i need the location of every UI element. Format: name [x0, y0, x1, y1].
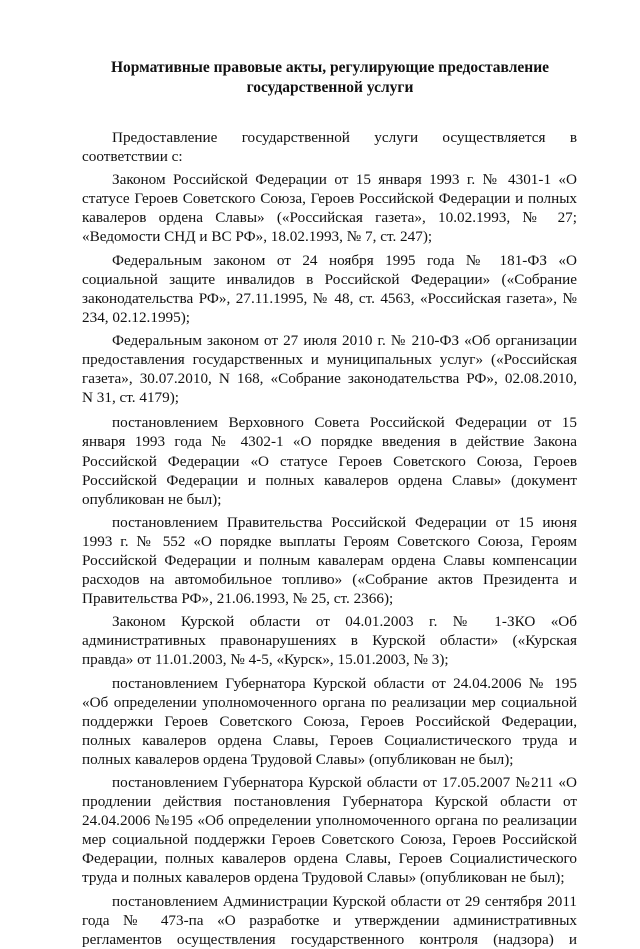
paragraph-line: труда и полных кавалеров ордена Трудовой Славы» (опубликован не был); — [82, 869, 565, 887]
paragraph-line: Федеральным законом от 27 июля 2010 г. № 210-ФЗ «Об организации — [112, 331, 577, 349]
paragraph-line: Правительства РФ», 21.06.1993, № 25, ст. 2366); — [82, 590, 394, 608]
paragraph — [82, 773, 577, 888]
paragraph-line: кавалеров ордена Славы» («Российская газета», 10.02.1993, № 27; — [82, 209, 577, 227]
paragraph-line: Законом Российской Федерации от 15 января 1993 г. № 4301-1 «О — [112, 171, 577, 189]
paragraph-line: полных кавалеров ордена Трудовой Славы» (опубликован не был); — [82, 750, 514, 768]
paragraph-line: правда» от 11.01.2003, № 4-5, «Курск», 15.01.2003, № 3); — [82, 651, 449, 669]
paragraph-line: опубликован не был); — [82, 490, 222, 508]
paragraph-line: Законом Курской области от 04.01.2003 г. № 1-ЗКО «Об — [112, 613, 577, 631]
paragraph — [82, 674, 577, 769]
paragraph-line: года № 473-па «О разработке и утверждении административных — [82, 911, 577, 929]
paragraph-line: Федерации, полных кавалеров ордена Славы, Героев Социалистического — [82, 850, 577, 868]
title-line: Нормативные правовые акты, регулирующие предоставление — [110, 59, 550, 76]
paragraph-line: N 31, ст. 4179); — [82, 389, 180, 407]
document-body — [82, 128, 577, 949]
paragraph-line: Российской Федерации и полных кавалеров ордена Славы» (документ — [82, 471, 577, 489]
paragraph-line: поддержки Героев Советского Союза, Героев Российской Федерации, — [82, 712, 577, 730]
paragraph-line: Федеральным законом от 24 ноября 1995 года № 181-ФЗ «О — [112, 251, 577, 269]
paragraph-line: предоставления государственных и муниципальных услуг» («Российская — [82, 351, 577, 369]
paragraph — [82, 331, 577, 407]
paragraph-line: постановлением Верховного Совета Российской Федерации от 15 — [112, 414, 577, 432]
paragraph-line: Предоставление государственной услуги осуществляется в — [112, 129, 577, 146]
paragraph-line: газета», 30.07.2010, N 168, «Собрание законодательства РФ», 02.08.2010, — [82, 370, 577, 388]
document-title — [60, 58, 600, 98]
paragraph-line: постановлением Губернатора Курской области от 17.05.2007 №211 «О — [112, 774, 577, 791]
paragraph-line: января 1993 года № 4302-1 «О порядке введения в действие Закона — [82, 433, 577, 451]
paragraph — [82, 128, 577, 166]
paragraph-line: законодательства РФ», 27.11.1995, № 48, ст. 4563, «Российская газета», № — [82, 289, 577, 307]
paragraph-line: расходов на автомобильное топливо» («Собрание актов Президента и — [82, 571, 577, 589]
paragraph-line: Российской Федерации «О статусе Героев Советского Союза, Героев — [82, 452, 577, 470]
paragraph-line: социальной защите инвалидов в Российской Федерации» («Собрание — [82, 270, 577, 288]
paragraph — [82, 170, 577, 246]
paragraph-line: соответствии с: — [82, 148, 183, 166]
paragraph-line: постановлением Администрации Курской области от 29 сентября 2011 — [112, 892, 577, 910]
paragraph — [82, 612, 577, 669]
paragraph-line: Российской Федерации и полным кавалерам ордена Славы компенсации — [82, 551, 577, 569]
paragraph-line: 24.04.2006 №195 «Об определении уполномоченного органа по реализации — [82, 812, 577, 830]
paragraph-line: постановлением Правительства Российской Федерации от 15 июня — [112, 513, 577, 531]
paragraph-line: регламентов осуществления государственного контроля (надзора) и — [82, 930, 577, 948]
paragraph-line: «Ведомости СНД и ВС РФ», 18.02.1993, № 7, ст. 247); — [82, 228, 433, 246]
paragraph — [82, 892, 577, 949]
title-line: государственной услуги — [246, 79, 414, 96]
paragraph-line: полных кавалеров ордена Славы, Героев Социалистического труда и — [82, 731, 577, 749]
paragraph — [82, 513, 577, 608]
paragraph-line: 1993 г. № 552 «О порядке выплаты Героям Советского Союза, Героям — [82, 532, 577, 550]
paragraph-line: 234, 02.12.1995); — [82, 308, 190, 326]
paragraph-line: постановлением Губернатора Курской области от 24.04.2006 № 195 — [112, 674, 577, 692]
paragraph-line: мер социальной поддержки Героев Советского Союза, Героев Российской — [82, 831, 577, 849]
paragraph — [82, 251, 577, 327]
paragraph-line: «Об определении уполномоченного органа по реализации мер социальной — [82, 693, 577, 711]
paragraph-line: административных правонарушениях в Курской области» («Курская — [82, 632, 577, 650]
paragraph-line: продлении действия постановления Губернатора Курской области от — [82, 793, 577, 811]
paragraph — [82, 413, 577, 508]
paragraph-line: статусе Героев Советского Союза, Героев Российской Федерации и полных — [82, 190, 577, 208]
